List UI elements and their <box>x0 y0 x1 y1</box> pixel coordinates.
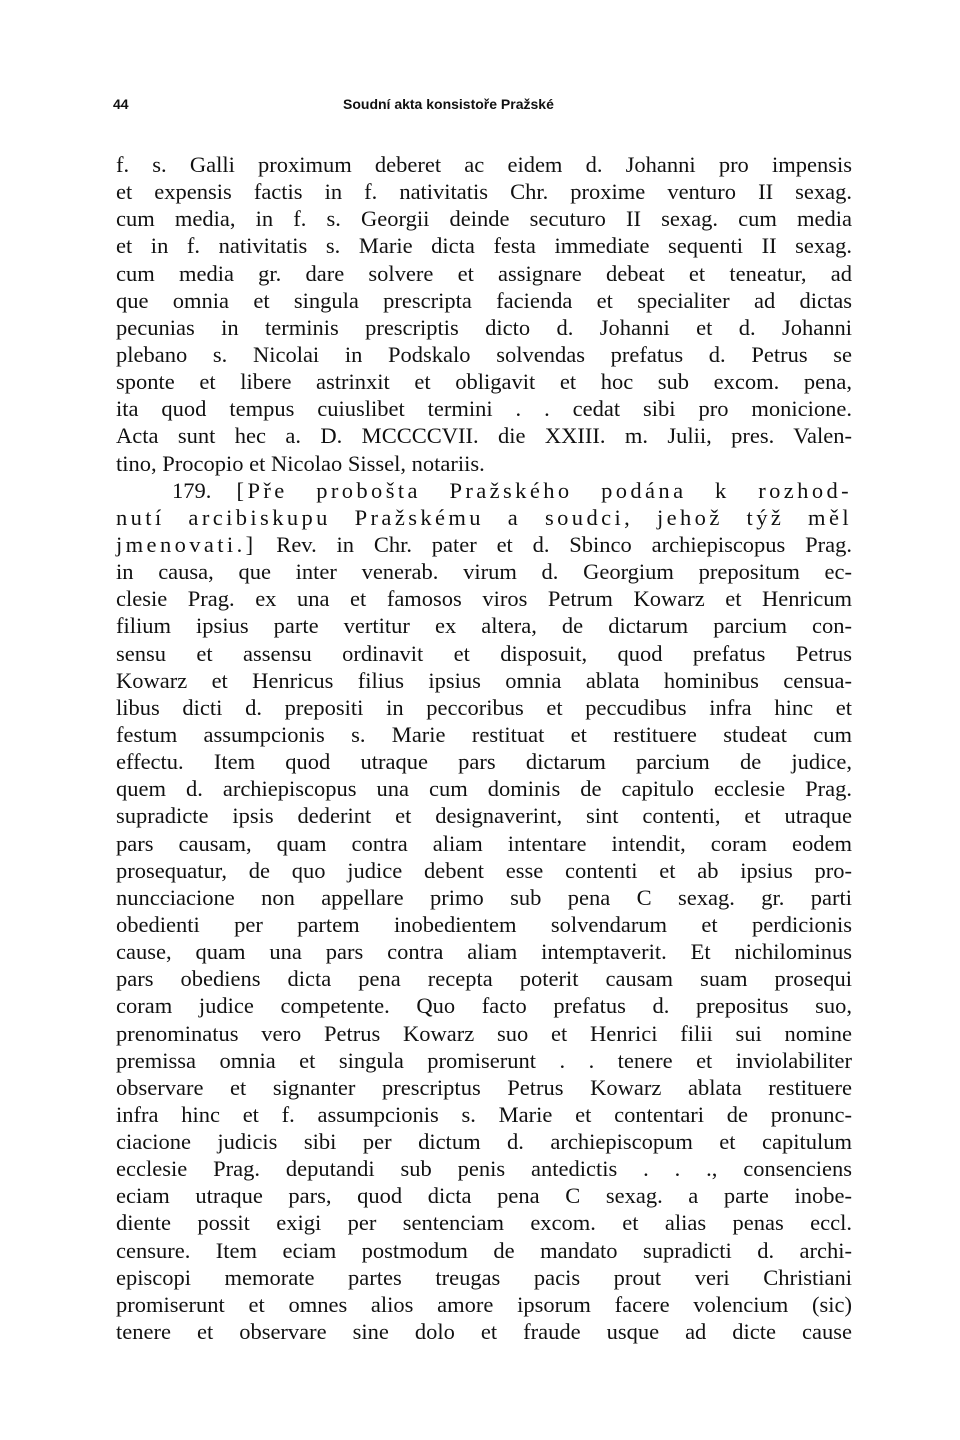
text-line: coram judice competente. Quo facto prefatus d. prepositus suo, <box>116 993 852 1019</box>
text-line: festum assumpcionis s. Marie restituat et restituere studeat cum <box>116 721 852 747</box>
text-line: quem d. archiepiscopus una cum dominis de capitulo ecclesie Prag. <box>116 776 852 802</box>
text-line: prenominatus vero Petrus Kowarz suo et Henrici filii sui nomine <box>116 1020 852 1046</box>
text-line: plebano s. Nicolai in Podskalo solvendas prefatus d. Petrus se <box>116 341 852 367</box>
text-line: Acta sunt hec a. D. MCCCCVII. die XXIII. m. Julii, pres. Valen- <box>116 423 852 449</box>
text-line: sensu et assensu ordinavit et disposuit, quod prefatus Petrus <box>116 640 852 666</box>
text-line: et in f. nativitatis s. Marie dicta festa immediate sequenti II sexag. <box>116 233 852 259</box>
entry-number: 179. <box>172 477 212 503</box>
text-line: censure. Item eciam postmodum de mandato supradicti d. archi- <box>116 1237 852 1263</box>
running-header <box>113 96 851 116</box>
text-line: effectu. Item quod utraque pars dictarum parcium de judice, <box>116 749 852 775</box>
text-line: supradicte ipsis dederint et designaverint, sint contenti, et utraque <box>116 803 852 829</box>
text-line: promiserunt et omnes alios amore ipsorum facere volencium (sic) <box>116 1291 852 1317</box>
text-line: clesie Prag. ex una et famosos viros Petrum Kowarz et Henricum <box>116 586 852 612</box>
text-line: eciam utraque pars, quod dicta pena C sexag. a parte inobe- <box>116 1183 852 1209</box>
text-line: ciacione judicis sibi per dictum d. archiepiscopum et capitulum <box>116 1129 852 1155</box>
text-line: episcopi memorate partes treugas pacis prout veri Christiani <box>116 1264 852 1290</box>
body-text <box>116 151 852 1345</box>
text-line: filium ipsius parte vertitur ex altera, de dictarum parcium con- <box>116 613 852 639</box>
entry-heading: [Pře probošta Pražského podána k rozhod- <box>236 477 853 503</box>
text-line: pars causam, quam contra aliam intentare intendit, coram eodem <box>116 830 852 856</box>
text-line: cum media, in f. s. Georgii deinde secuturo II sexag. cum media <box>116 206 852 232</box>
text-line: nuncciacione non appellare primo sub pena C sexag. gr. parti <box>116 884 852 910</box>
text-line: libus dicti d. prepositi in peccoribus et peccudibus infra hinc et <box>116 694 852 720</box>
text-line: in causa, que inter venerab. virum d. Georgium prepositum ec- <box>116 559 852 585</box>
text-line: infra hinc et f. assumpcionis s. Marie et contentari de pronunc- <box>116 1101 852 1127</box>
entry-heading: jmenovati.] <box>116 531 257 557</box>
text-line: cause, quam una pars contra aliam intemptaverit. Et nichilominus <box>116 939 852 965</box>
text-line: tenere et observare sine dolo et fraude usque ad dicte cause <box>116 1319 852 1345</box>
text-line: ita quod tempus cuiuslibet termini . . cedat sibi pro monicione. <box>116 396 852 422</box>
text-line: que omnia et singula prescripta facienda et specialiter ad dictas <box>116 287 852 313</box>
text-line: f. s. Galli proximum deberet ac eidem d. Johanni pro impensis <box>116 152 852 177</box>
running-title: Soudní akta konsistoře Pražské <box>343 96 554 112</box>
text-line: diente possit exigi per sentenciam excom. et alias penas eccl. <box>116 1210 852 1236</box>
text-segment: Rev. in Chr. pater et d. Sbinco archiepiscopus Prag. <box>256 531 852 557</box>
text-line: et expensis factis in f. nativitatis Chr. proxime venturo II sexag. <box>116 179 852 205</box>
text-line: Kowarz et Henricus filius ipsius omnia ablata hominibus censua- <box>116 667 852 693</box>
text-line: pars obediens dicta pena recepta poterit causam suam prosequi <box>116 966 852 992</box>
text-line: tino, Procopio et Nicolao Sissel, notariis. <box>116 450 485 476</box>
text-line: ecclesie Prag. deputandi sub penis antedictis . . ., consenciens <box>116 1156 852 1182</box>
entry-179-heading-line <box>116 531 852 558</box>
entry-heading: nutí arcibiskupu Pražskému a soudci, jehož týž měl <box>116 504 852 530</box>
entry-179-heading-line <box>116 477 852 504</box>
text-line: observare et signanter prescriptus Petrus Kowarz ablata restituere <box>116 1074 852 1100</box>
text-line: premissa omnia et singula promiserunt . . tenere et inviolabiliter <box>116 1047 852 1073</box>
page-number: 44 <box>113 96 129 112</box>
text-line: prosequatur, de quo judice debent esse contenti et ab ipsius pro- <box>116 857 852 883</box>
text-line: obedienti per partem inobedientem solvendarum et perdicionis <box>116 911 852 937</box>
text-line: sponte et libere astrinxit et obligavit et hoc sub excom. pena, <box>116 369 852 395</box>
text-line: cum media gr. dare solvere et assignare debeat et teneatur, ad <box>116 260 852 286</box>
text-line: pecunias in terminis prescriptis dicto d. Johanni et d. Johanni <box>116 314 852 340</box>
